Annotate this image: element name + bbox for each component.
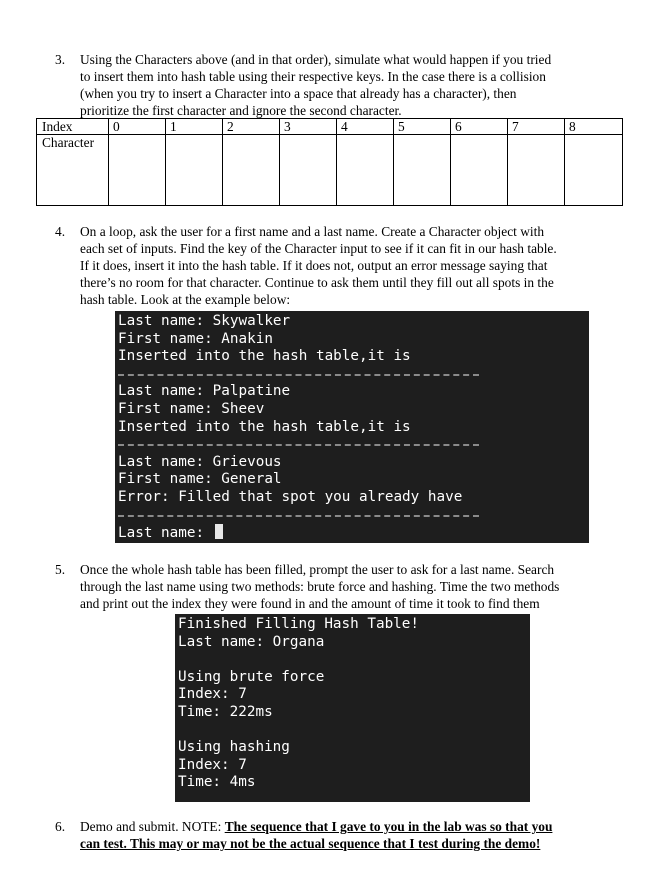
question-5-line: Once the whole hash table has been filled, prompt the user to ask for a last name. Search <box>80 562 555 577</box>
terminal-line: Index: 7 <box>178 686 247 703</box>
index-cell: 0 <box>109 119 166 135</box>
terminal-line: Finished Filling Hash Table! <box>178 616 420 632</box>
terminal-line: First name: Sheev <box>118 400 265 417</box>
character-cell <box>508 135 565 206</box>
terminal-line: Using brute force <box>178 668 325 685</box>
question-6-note: The sequence that I gave to you in the lab was so that you <box>224 819 553 834</box>
question-5-line: through the last name using two methods: brute force and hashing. Time the two methods <box>80 579 560 595</box>
question-6-line <box>80 818 552 835</box>
question-4-line: If it does, insert it into the hash table. If it does not, output an error message saying that <box>80 258 548 274</box>
question-3-line: prioritize the first character and ignore the second character. <box>80 103 402 119</box>
terminal-line: Last name: Palpatine <box>118 383 291 400</box>
terminal-example-search <box>175 614 530 802</box>
terminal-line: Index: 7 <box>178 756 247 773</box>
index-cell: 4 <box>337 119 394 135</box>
question-6-number: 6. <box>55 819 66 834</box>
terminal-line: Last name: Grievous <box>118 453 282 470</box>
terminal-blank-line <box>175 722 530 740</box>
terminal-line: Last name: Skywalker <box>118 313 291 329</box>
terminal-line: Time: 222ms <box>178 703 273 720</box>
terminal-line: Last name: Organa <box>178 633 325 650</box>
question-4-line: hash table. Look at the example below: <box>80 292 291 308</box>
question-4-line: there’s no room for that character. Continue to ask them until they fill out all spots in the <box>80 275 554 291</box>
terminal-prompt: Last name: <box>118 525 213 542</box>
question-4-number: 4. <box>55 224 66 239</box>
index-label-cell: Index <box>37 119 109 135</box>
character-cell <box>337 135 394 206</box>
table-header-row <box>37 119 623 135</box>
question-5-line: and print out the index they were found in and the amount of time it took to find them <box>80 596 540 612</box>
question-3 <box>55 51 552 119</box>
question-5-number: 5. <box>55 562 66 577</box>
question-6-prefix: Demo and submit. NOTE: <box>80 819 225 834</box>
hash-table <box>36 118 623 206</box>
terminal-blank-line <box>175 651 530 669</box>
cursor-block-icon <box>215 524 223 539</box>
question-4 <box>55 223 557 308</box>
question-3-line: to insert them into hash table using their respective keys. In the case there is a collision <box>80 69 546 85</box>
index-cell: 7 <box>508 119 565 135</box>
question-6-note: can test. This may or may not be the actual sequence that I test during the demo! <box>80 836 541 852</box>
character-cell <box>223 135 280 206</box>
question-5 <box>55 561 560 612</box>
terminal-line: Time: 4ms <box>178 774 256 791</box>
terminal-line: Using hashing <box>178 739 290 756</box>
character-cell <box>451 135 508 206</box>
terminal-line: Inserted into the hash table,it is <box>118 418 411 435</box>
character-cell <box>166 135 223 206</box>
index-cell: 6 <box>451 119 508 135</box>
terminal-line: Inserted into the hash table,it is <box>118 348 411 365</box>
terminal-line: First name: General <box>118 471 282 488</box>
terminal-separator <box>115 507 589 525</box>
question-3-number: 3. <box>55 52 66 67</box>
index-cell: 3 <box>280 119 337 135</box>
index-cell: 5 <box>394 119 451 135</box>
terminal-separator <box>115 366 589 384</box>
question-6 <box>55 818 553 852</box>
terminal-line: Error: Filled that spot you already have <box>118 488 463 505</box>
index-cell: 8 <box>565 119 623 135</box>
character-cell <box>565 135 623 206</box>
question-4-line: On a loop, ask the user for a first name and a last name. Create a Character object with <box>80 224 545 239</box>
index-cell: 2 <box>223 119 280 135</box>
character-cell <box>280 135 337 206</box>
index-cell: 1 <box>166 119 223 135</box>
terminal-example-insert <box>115 311 589 543</box>
character-cell <box>394 135 451 206</box>
question-3-line: (when you try to insert a Character into a space that already has a character), then <box>80 86 517 102</box>
terminal-prompt-line <box>115 524 589 542</box>
character-label-cell: Character <box>37 135 109 206</box>
table-character-row <box>37 135 623 206</box>
question-4-line: each set of inputs. Find the key of the Character input to see if it can fit in our hash table. <box>80 241 557 257</box>
terminal-separator <box>115 436 589 454</box>
question-3-line: Using the Characters above (and in that order), simulate what would happen if you tried <box>80 52 552 67</box>
terminal-line: First name: Anakin <box>118 330 273 347</box>
character-cell <box>109 135 166 206</box>
